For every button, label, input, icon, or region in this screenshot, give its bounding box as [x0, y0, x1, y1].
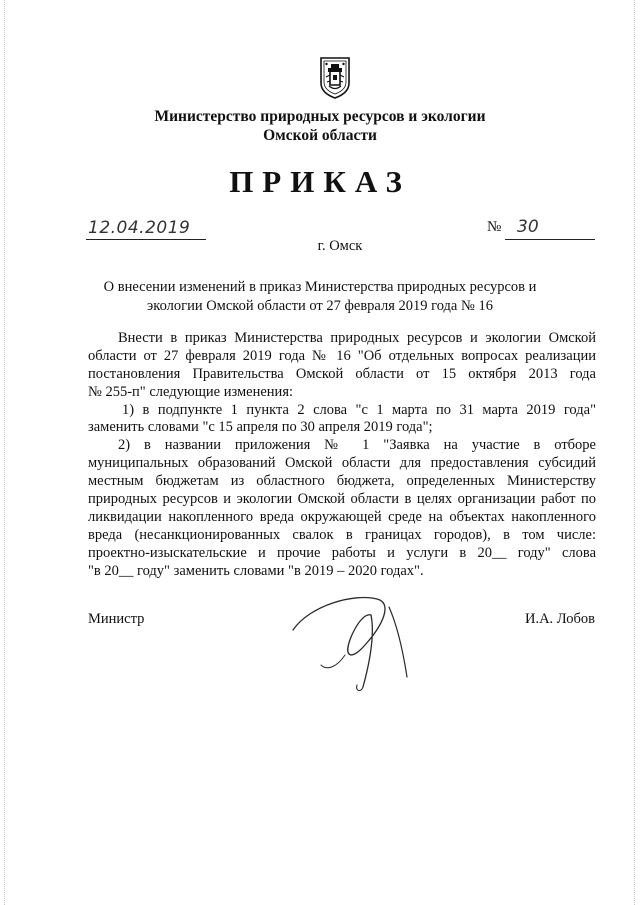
body-line: заменить словами "с 15 апреля по 30 апреля 2019 года"; [88, 419, 433, 436]
handwritten-date: 12.04.2019 [88, 218, 191, 238]
subject-line1: О внесении изменений в приказ Министерства природных ресурсов и [103, 279, 537, 295]
ministry-name-line1: Министерство природных ресурсов и экологии [154, 108, 486, 125]
coat-of-arms-emblem [317, 55, 353, 100]
number-field [505, 217, 595, 240]
number-label: № [487, 219, 502, 235]
body-line: муниципальных образований Омской области для предоставления субсидий [88, 455, 596, 472]
date-field [86, 217, 206, 240]
handwritten-signature [285, 585, 425, 695]
signatory-name: И.А. Лобов [524, 611, 595, 627]
city-label: г. Омск [317, 238, 363, 254]
body-line: Внести в приказ Министерства природных ресурсов и экологии Омской [118, 330, 596, 346]
body-line: вреда (несанкционированных свалок в границах городов), в том числе: [88, 526, 596, 543]
ministry-name-line2: Омской области [263, 127, 377, 144]
body-line: постановления Правительства Омской области от 15 октября 2013 года [88, 365, 596, 382]
scan-edge-right [634, 0, 636, 905]
body-line: 1) в подпункте 1 пункта 2 слова "с 1 марта по 31 марта 2019 года" [122, 401, 596, 418]
scan-edge-left [4, 0, 6, 905]
subject-line2: экологии Омской области от 27 февраля 2019 года № 16 [147, 298, 493, 314]
body-line: области от 27 февраля 2019 года № 16 "Об отдельных вопросах реализации [88, 347, 596, 364]
order-body [88, 330, 596, 580]
body-line: "в 20__ году" заменить словами "в 2019 – 2020 годах". [88, 562, 424, 579]
body-line: 2) в названии приложения № 1 "Заявка на участие в отборе [118, 437, 596, 454]
body-line: ликвидации накопленного вреда окружающей среде на объектах накопленного [88, 508, 596, 525]
ministry-name [100, 107, 540, 145]
order-subject [100, 278, 540, 316]
body-line: природных ресурсов и экологии Омской области в целях организации работ по [88, 491, 596, 508]
body-line: № 255-п" следующие изменения: [88, 383, 294, 400]
document-title: ПРИКАЗ [229, 164, 411, 199]
handwritten-number: 30 [517, 217, 539, 237]
body-line: местным бюджетам из областного бюджета, определенных Министерству [88, 473, 596, 490]
body-line: проектно-изыскательские и прочие работы и услуги в 20__ году" слова [88, 544, 596, 561]
signatory-position: Министр [88, 611, 145, 627]
